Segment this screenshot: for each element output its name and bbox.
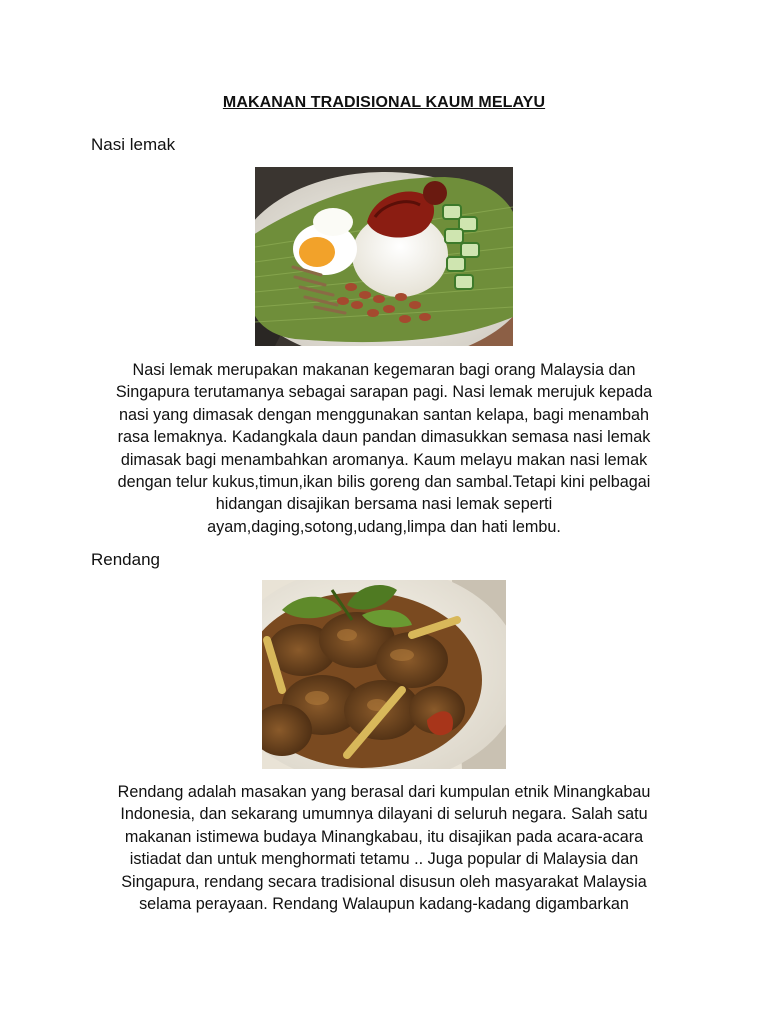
text-line: makanan istimewa budaya Minangkabau, itu disajikan pada acara-acara bbox=[124, 827, 644, 846]
text-line: Singapura terutamanya sebagai sarapan pagi. Nasi lemak merujuk kepada bbox=[115, 383, 653, 402]
text-line: ayam,daging,sotong,udang,limpa dan hati lembu. bbox=[207, 517, 561, 536]
text-line: dimasak bagi menambahkan aromanya. Kaum melayu makan nasi lemak bbox=[120, 450, 648, 469]
text-line: istiadat dan untuk menghormati tetamu .. Juga popular di Malaysia dan bbox=[129, 850, 639, 869]
text-line: Rendang adalah masakan yang berasal dari kumpulan etnik Minangkabau bbox=[117, 783, 651, 801]
section-heading-rendang: Rendang bbox=[91, 550, 161, 569]
text-line: Nasi lemak merupakan makanan kegemaran bagi orang Malaysia dan bbox=[132, 361, 636, 379]
section-heading-nasi-lemak: Nasi lemak bbox=[91, 135, 176, 154]
rendang-description bbox=[88, 781, 680, 915]
text-line: nasi yang dimasak dengan menggunakan santan kelapa, bagi menambah bbox=[118, 405, 650, 424]
text-line: Indonesia, dan sekarang umumnya dilayani di seluruh negara. Salah satu bbox=[120, 805, 648, 824]
text-line: dengan telur kukus,timun,ikan bilis goreng dan sambal.Tetapi kini pelbagai bbox=[117, 473, 651, 492]
nasi-lemak-description bbox=[88, 359, 680, 538]
text-line: Singapura, rendang secara tradisional disusun oleh masyarakat Malaysia bbox=[121, 872, 647, 891]
text-line: selama perayaan. Rendang Walaupun kadang-kadang digambarkan bbox=[139, 895, 629, 914]
text-line: rasa lemaknya. Kadangkala daun pandan dimasukkan semasa nasi lemak bbox=[117, 428, 651, 447]
rendang-photo bbox=[262, 580, 506, 769]
text-line: hidangan disajikan bersama nasi lemak seperti bbox=[215, 495, 553, 514]
document-title: MAKANAN TRADISIONAL KAUM MELAYU bbox=[222, 94, 546, 111]
nasi-lemak-photo bbox=[255, 167, 513, 346]
